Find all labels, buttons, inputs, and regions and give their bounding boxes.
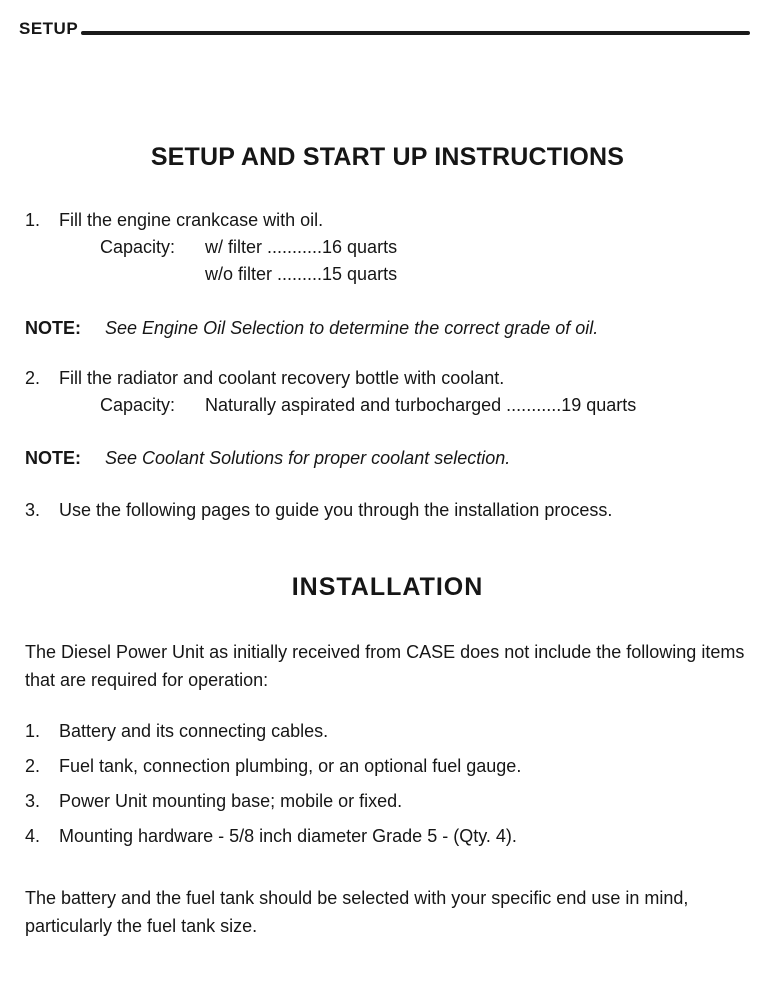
capacity-value: Naturally aspirated and turbocharged ...........19 quarts xyxy=(205,395,637,415)
list-item xyxy=(25,788,750,815)
setup-step-2 xyxy=(25,365,750,392)
header-rule xyxy=(81,31,750,35)
capacity-row xyxy=(100,392,750,419)
installation-required-items-list xyxy=(25,718,750,850)
note-coolant xyxy=(25,445,750,472)
note-text: See Engine Oil Selection to determine the correct grade of oil. xyxy=(105,318,599,338)
step-number: 3. xyxy=(25,500,41,520)
setup-section-title: SETUP AND START UP INSTRUCTIONS xyxy=(150,143,625,171)
capacity-row xyxy=(100,234,750,261)
page-header xyxy=(19,18,750,40)
list-item xyxy=(25,718,750,745)
capacity-value: w/o filter .........15 quarts xyxy=(205,264,398,284)
step-text: Fill the radiator and coolant recovery bottle with coolant. xyxy=(59,368,505,388)
closing-paragraph: The battery and the fuel tank should be selected with your specific end use in mind, particularly the fuel tank size. xyxy=(25,888,689,936)
installation-section-title: INSTALLATION xyxy=(291,573,484,601)
list-item-text: Fuel tank, connection plumbing, or an optional fuel gauge. xyxy=(59,756,522,776)
list-item-text: Mounting hardware - 5/8 inch diameter Grade 5 - (Qty. 4). xyxy=(59,826,517,846)
step-text: Fill the engine crankcase with oil. xyxy=(59,210,324,230)
capacity-label: Capacity: xyxy=(100,395,176,415)
note-text: See Coolant Solutions for proper coolant selection. xyxy=(105,448,511,468)
list-item xyxy=(25,823,750,850)
list-item-number: 1. xyxy=(25,721,41,741)
setup-step-3 xyxy=(25,497,750,524)
header-section-label: SETUP xyxy=(19,19,79,38)
setup-step-1 xyxy=(25,207,750,234)
note-label: NOTE: xyxy=(25,448,81,468)
list-item-number: 3. xyxy=(25,791,41,811)
list-item xyxy=(25,753,750,780)
capacity-row xyxy=(100,261,750,288)
list-item-text: Battery and its connecting cables. xyxy=(59,721,329,741)
list-item-number: 4. xyxy=(25,826,41,846)
step-text: Use the following pages to guide you through the installation process. xyxy=(59,500,613,520)
installation-intro: The Diesel Power Unit as initially received from CASE does not include the following items that are required for operation: xyxy=(25,642,745,690)
step-number: 1. xyxy=(25,210,41,230)
note-label: NOTE: xyxy=(25,318,81,338)
note-engine-oil xyxy=(25,315,750,342)
capacity-label: Capacity: xyxy=(100,237,176,257)
step-number: 2. xyxy=(25,368,41,388)
list-item-text: Power Unit mounting base; mobile or fixed. xyxy=(59,791,403,811)
capacity-label-spacer xyxy=(100,261,205,288)
list-item-number: 2. xyxy=(25,756,41,776)
capacity-value: w/ filter ...........16 quarts xyxy=(205,237,398,257)
